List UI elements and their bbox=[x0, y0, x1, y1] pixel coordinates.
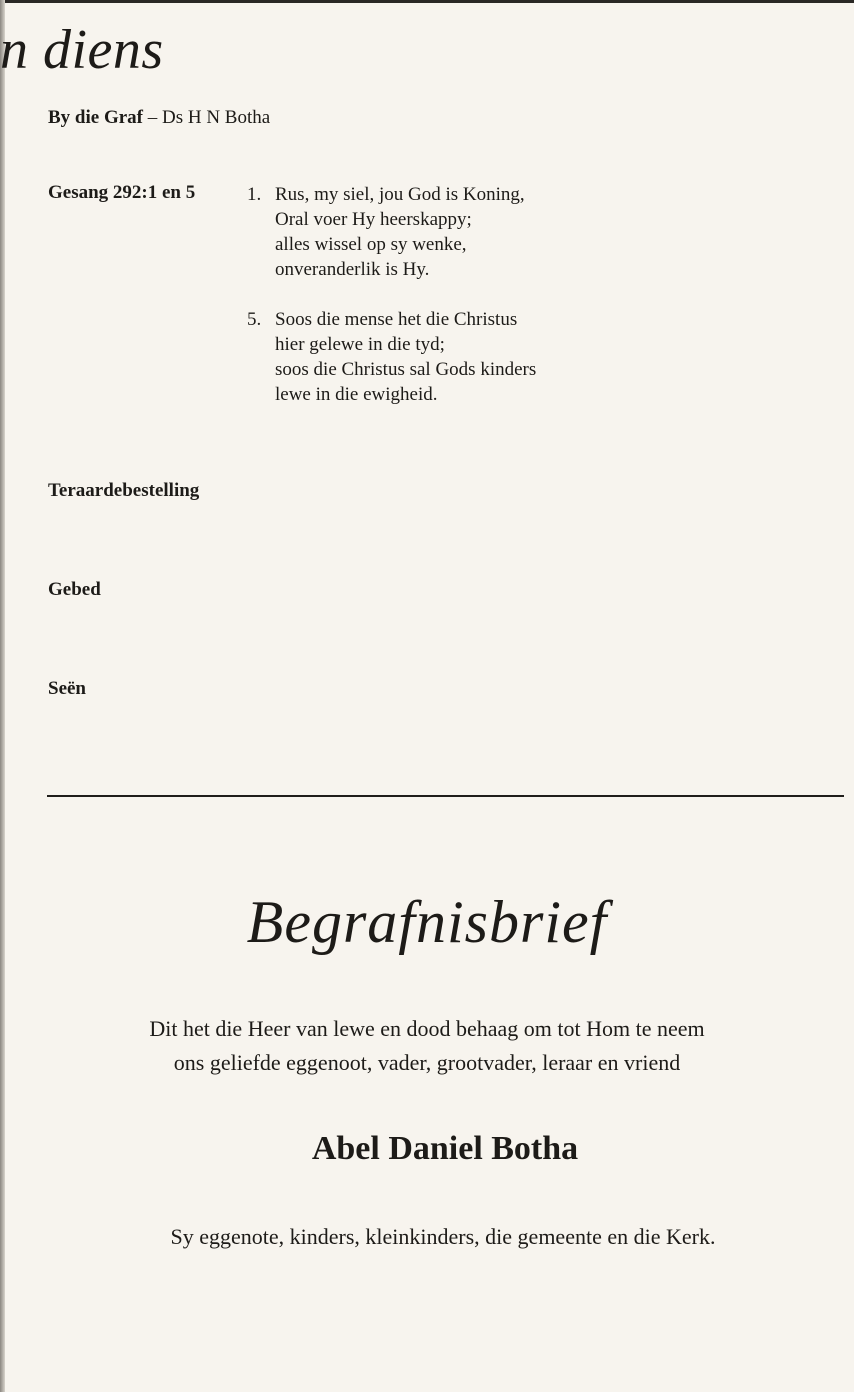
section-seen: Seën bbox=[48, 678, 86, 699]
verse-line: Rus, my siel, jou God is Koning, bbox=[275, 184, 525, 205]
page-left-edge bbox=[0, 0, 5, 1392]
family-line: Sy eggenote, kinders, kleinkinders, die gemeente en die Kerk. bbox=[170, 1224, 716, 1249]
graf-label: By die Graf bbox=[48, 107, 143, 128]
graf-minister: Ds H N Botha bbox=[162, 107, 271, 128]
hymn-verse-5 bbox=[247, 307, 536, 407]
section-gebed: Gebed bbox=[48, 579, 101, 600]
graf-line bbox=[48, 107, 270, 129]
verse-line: alles wissel op sy wenke, bbox=[275, 234, 467, 255]
top-rule bbox=[0, 0, 854, 3]
letter-title: Begrafnisbrief bbox=[246, 889, 608, 955]
deceased-name: Abel Daniel Botha bbox=[311, 1130, 579, 1167]
section-teraardebestelling: Teraardebestelling bbox=[48, 480, 200, 501]
hymn-label: Gesang 292:1 en 5 bbox=[48, 182, 196, 203]
announcement-line: Dit het die Heer van lewe en dood behaag om tot Hom te neem bbox=[149, 1016, 705, 1041]
verse-line: hier gelewe in die tyd; bbox=[275, 334, 445, 355]
verse-number: 5. bbox=[247, 309, 262, 330]
verse-line: onveranderlik is Hy. bbox=[275, 259, 430, 280]
section-divider bbox=[47, 795, 844, 797]
page-header-title: n diens bbox=[0, 19, 164, 81]
hymn-verse-1 bbox=[247, 182, 525, 282]
graf-separator: – bbox=[143, 107, 162, 128]
verse-line: soos die Christus sal Gods kinders bbox=[275, 359, 537, 380]
verse-line: Oral voer Hy heerskappy; bbox=[275, 209, 472, 230]
verse-number: 1. bbox=[247, 184, 262, 205]
announcement-line: ons geliefde eggenoot, vader, grootvader, leraar en vriend bbox=[173, 1050, 681, 1075]
verse-line: Soos die mense het die Christus bbox=[275, 309, 518, 330]
verse-line: lewe in die ewigheid. bbox=[275, 384, 438, 405]
announcement bbox=[0, 1012, 854, 1080]
